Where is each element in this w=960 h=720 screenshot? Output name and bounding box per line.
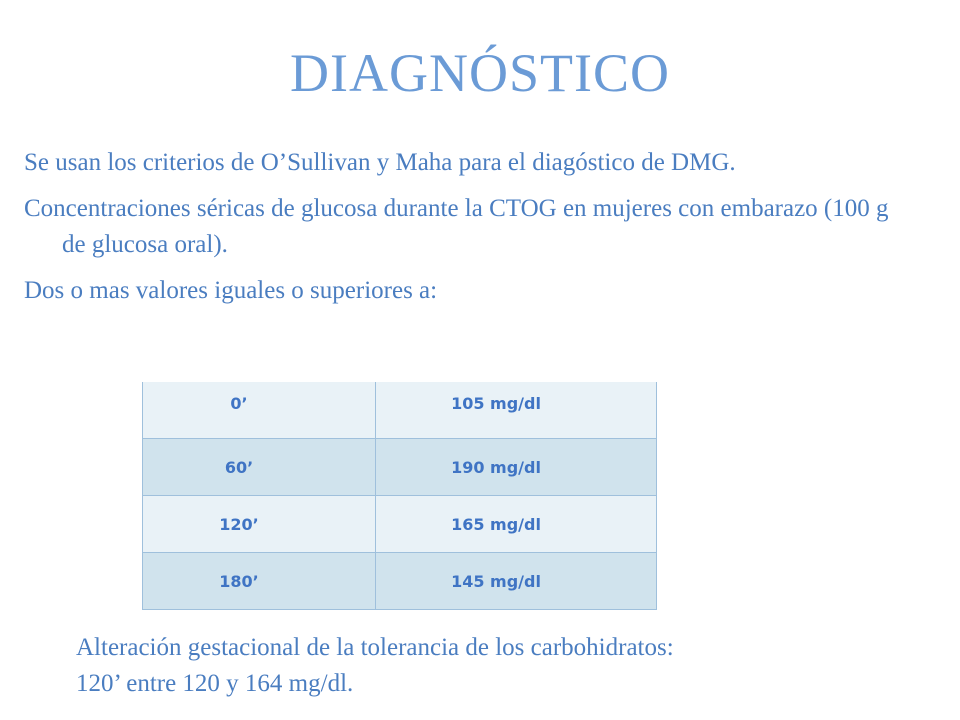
paragraph-threshold: Dos o mas valores iguales o superiores a:	[24, 277, 438, 304]
glucose-criteria-table	[142, 382, 657, 610]
time-cell: 0’	[143, 382, 376, 439]
table-row	[143, 553, 657, 610]
value-cell: 105 mg/dl	[376, 382, 657, 439]
time-cell: 60’	[143, 439, 376, 496]
slide-title: DIAGNÓSTICO	[290, 43, 670, 103]
value-cell: 165 mg/dl	[376, 496, 657, 553]
table-row	[143, 439, 657, 496]
paragraph-concentrations: Concentraciones séricas de glucosa durante la CTOG en mujeres con embarazo (100 g de glucosa oral).	[24, 195, 889, 258]
time-cell: 120’	[143, 496, 376, 553]
table-row	[143, 382, 657, 439]
footer-note: Alteración gestacional de la tolerancia de los carbohidratos: 120’ entre 120 y 164 mg/dl.	[76, 634, 674, 697]
value-cell: 145 mg/dl	[376, 553, 657, 610]
paragraph-criteria: Se usan los criterios de O’Sullivan y Maha para el diagóstico de DMG.	[24, 149, 736, 176]
value-cell: 190 mg/dl	[376, 439, 657, 496]
table-row	[143, 496, 657, 553]
time-cell: 180’	[143, 553, 376, 610]
slide-body	[24, 145, 904, 319]
